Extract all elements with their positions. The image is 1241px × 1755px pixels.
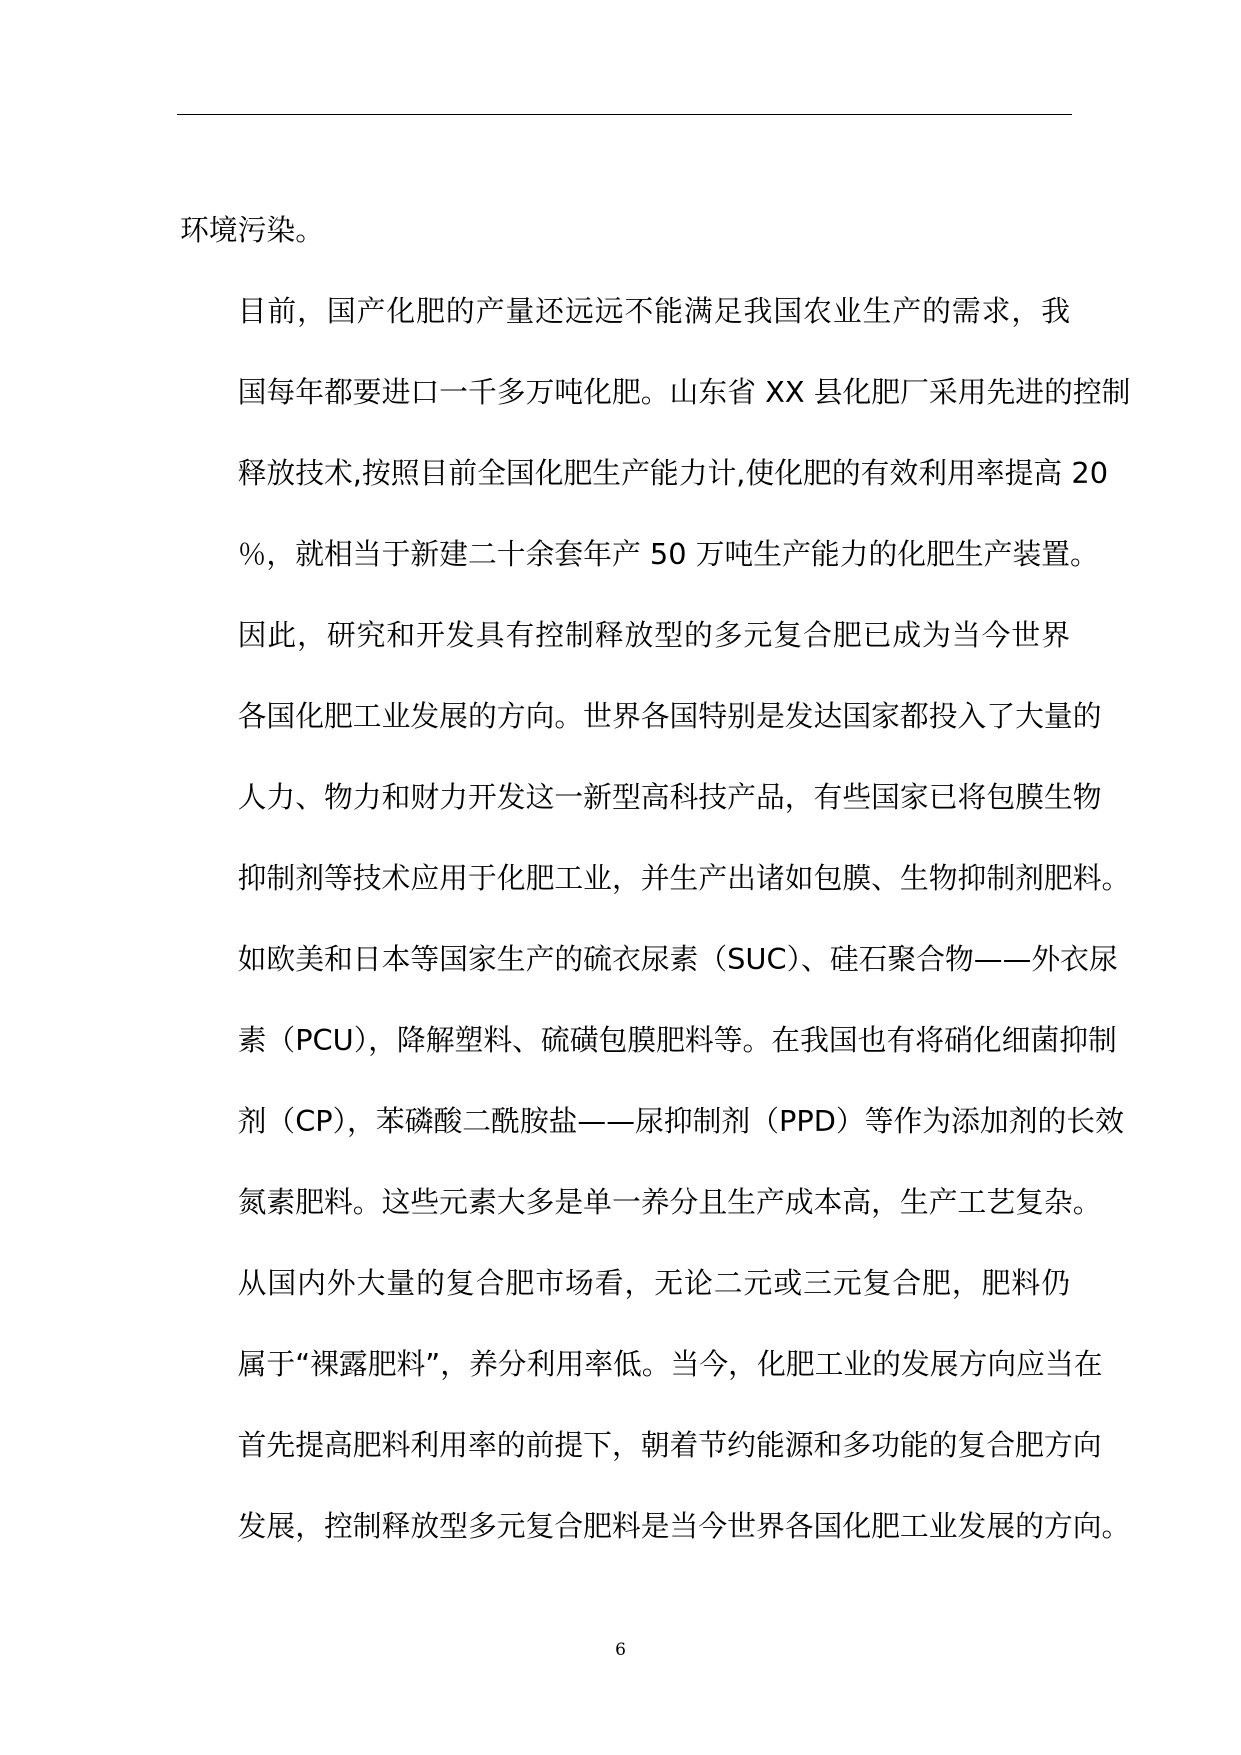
text-line: 剂（CP），苯磷酸二酰胺盐——尿抑制剂（PPD）等作为添加剂的长效: [237, 1104, 1124, 1138]
body-text: [180, 190, 1131, 1567]
text-line: 国每年都要进口一千多万吨化肥。山东省 XX 县化肥厂采用先进的控制: [237, 375, 1131, 409]
text-line: 环境污染。: [180, 213, 324, 247]
header-rule: [177, 114, 1072, 115]
text-line: 属于“裸露肥料”，养分利用率低。当今，化肥工业的发展方向应当在: [237, 1347, 1103, 1381]
text-line: 因此，研究和开发具有控制释放型的多元复合肥已成为当今世界: [237, 618, 1070, 652]
paragraph-3: [180, 595, 1131, 1243]
text-line: 首先提高肥料利用率的前提下，朝着节约能源和多功能的复合肥方向: [237, 1428, 1102, 1462]
text-line: 从国内外大量的复合肥市场看，无论二元或三元复合肥，肥料仍: [237, 1266, 1070, 1300]
text-line: 氮素肥料。这些元素大多是单一养分且生产成本高，生产工艺复杂。: [237, 1185, 1102, 1219]
text-line: ％，就相当于新建二十余套年产 50 万吨生产能力的化肥生产装置。: [237, 537, 1099, 571]
page-number: 6: [615, 1640, 626, 1660]
text-line: 人力、物力和财力开发这一新型高科技产品，有些国家已将包膜生物: [237, 780, 1102, 814]
paragraph-2: [180, 271, 1131, 595]
text-line: 目前，国产化肥的产量还远远不能满足我国农业生产的需求，我: [237, 294, 1070, 328]
text-line: 如欧美和日本等国家生产的硫衣尿素（SUC）、硅石聚合物——外衣尿: [237, 942, 1118, 976]
text-line: 素（PCU），降解塑料、硫磺包膜肥料等。在我国也有将硝化细菌抑制: [237, 1023, 1117, 1057]
paragraph-1: [180, 190, 1070, 271]
text-line: 释放技术,按照目前全国化肥生产能力计,使化肥的有效利用率提高 20: [237, 456, 1109, 490]
text-line: 各国化肥工业发展的方向。世界各国特别是发达国家都投入了大量的: [237, 699, 1102, 733]
text-line: 抑制剂等技术应用于化肥工业，并生产出诸如包膜、生物抑制剂肥料。: [237, 861, 1131, 895]
paragraph-4: [180, 1243, 1131, 1567]
text-line: 发展，控制释放型多元复合肥料是当今世界各国化肥工业发展的方向。: [237, 1509, 1131, 1543]
